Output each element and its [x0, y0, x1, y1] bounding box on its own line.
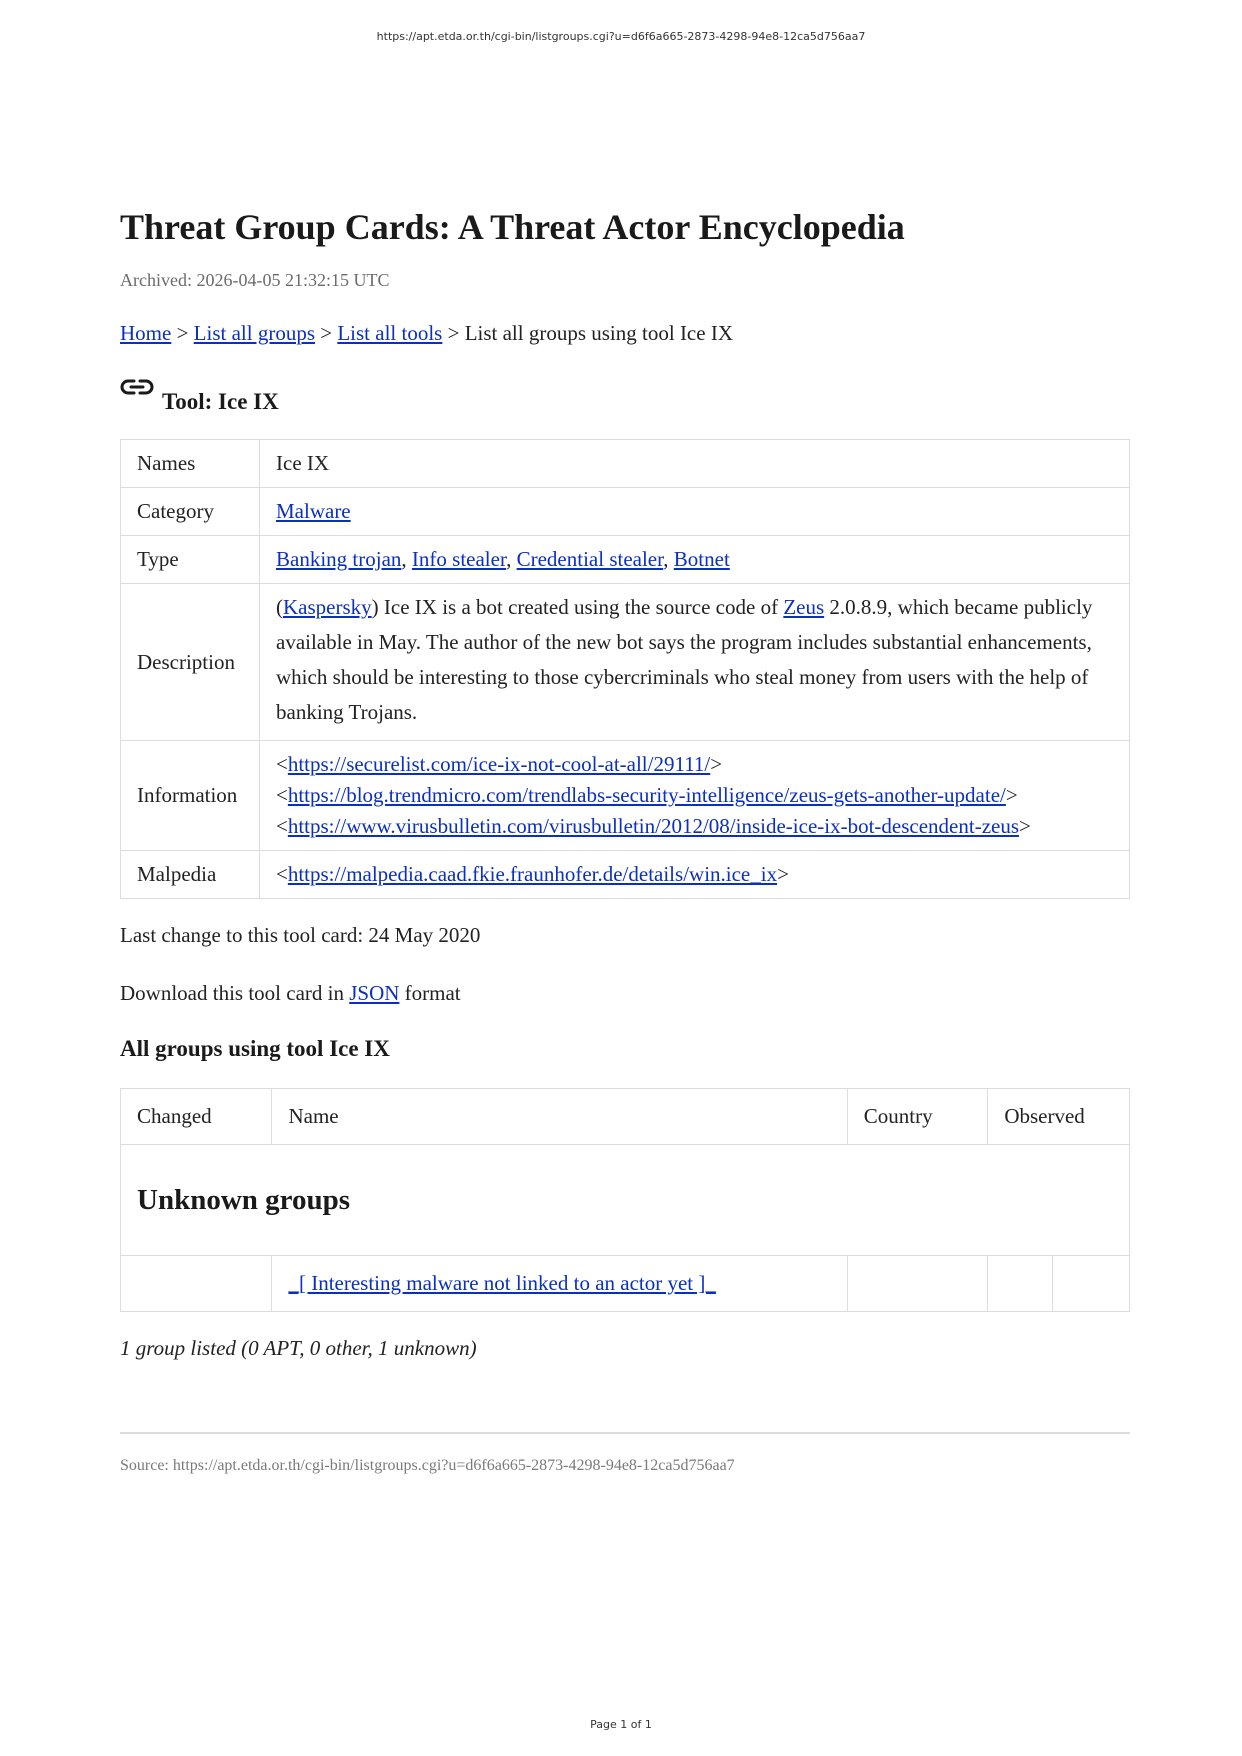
breadcrumb-separator: >	[171, 321, 194, 345]
angle-open: <	[276, 862, 288, 886]
source-url: Source: https://apt.etda.or.th/cgi-bin/listgroups.cgi?u=d6f6a665-2873-4298-94e8-12ca5d756aa7	[120, 1457, 735, 1474]
category-label: Category	[121, 488, 260, 536]
breadcrumb-groups-link[interactable]: List all groups	[193, 321, 315, 345]
type-link-banking-trojan[interactable]: Banking trojan	[276, 547, 402, 571]
type-link-info-stealer[interactable]: Info stealer	[411, 547, 507, 571]
groups-table	[120, 1088, 1130, 1312]
groups-heading: All groups using tool Ice IX	[120, 1036, 390, 1061]
type-link-credential-stealer[interactable]: Credential stealer	[516, 547, 664, 571]
info-link-trendmicro[interactable]: https://blog.trendmicro.com/trendlabs-security-intelligence/zeus-gets-another-update/	[287, 783, 1006, 807]
page-title: Threat Group Cards: A Threat Actor Encyclopedia	[120, 207, 905, 247]
archived-timestamp: Archived: 2026-04-05 21:32:15 UTC	[120, 270, 390, 290]
kaspersky-link[interactable]: Kaspersky	[283, 595, 372, 619]
breadcrumb-separator: >	[442, 321, 465, 345]
column-header-name: Name	[272, 1089, 847, 1145]
breadcrumb-separator: >	[315, 321, 338, 345]
angle-open: <	[276, 814, 288, 838]
country-cell	[847, 1256, 988, 1312]
information-cell	[260, 741, 1130, 851]
breadcrumb-tools-link[interactable]: List all tools	[337, 321, 443, 345]
changed-cell	[121, 1256, 272, 1312]
print-header-url: https://apt.etda.or.th/cgi-bin/listgroups.cgi?u=d6f6a665-2873-4298-94e8-12ca5d756aa7	[376, 30, 866, 43]
name-cell	[272, 1256, 847, 1312]
info-link-virusbulletin[interactable]: https://www.virusbulletin.com/virusbulletin/2012/08/inside-ice-ix-bot-descendent-zeus	[287, 814, 1020, 838]
link-icon	[120, 377, 162, 415]
description-label: Description	[121, 584, 260, 741]
description-text: ) Ice IX is a bot created using the source code of	[371, 595, 784, 619]
breadcrumb-home-link[interactable]: Home	[120, 321, 172, 345]
table-row	[121, 1256, 1130, 1312]
breadcrumb-current: List all groups using tool Ice IX	[464, 321, 733, 345]
type-label: Type	[121, 536, 260, 584]
type-link-botnet[interactable]: Botnet	[673, 547, 730, 571]
observed-cell	[988, 1256, 1052, 1312]
paren: (	[276, 595, 283, 619]
table-row	[121, 536, 1130, 584]
category-link[interactable]: Malware	[276, 499, 351, 523]
type-separator: ,	[401, 547, 412, 571]
json-download-link[interactable]: JSON	[349, 981, 400, 1005]
main-content	[120, 205, 1130, 1477]
type-separator: ,	[506, 547, 517, 571]
malpedia-cell	[260, 851, 1130, 899]
description-cell	[260, 584, 1130, 741]
information-label: Information	[121, 741, 260, 851]
table-row	[121, 440, 1130, 488]
table-row	[121, 584, 1130, 741]
last-change: Last change to this tool card: 24 May 2020	[120, 923, 481, 947]
table-row	[121, 741, 1130, 851]
download-prefix: Download this tool card in	[120, 981, 350, 1005]
tool-heading	[120, 375, 1130, 415]
table-row	[121, 851, 1130, 899]
angle-close: >	[710, 752, 723, 776]
page-number: Page 1 of 1	[590, 1718, 652, 1731]
names-label: Names	[121, 440, 260, 488]
section-unknown-groups: Unknown groups	[121, 1145, 1130, 1256]
divider	[120, 1432, 1130, 1434]
names-value: Ice IX	[260, 440, 1130, 488]
breadcrumb	[120, 319, 1130, 347]
category-cell	[260, 488, 1130, 536]
column-header-observed: Observed	[988, 1089, 1130, 1145]
table-section-row	[121, 1145, 1130, 1256]
column-header-changed: Changed	[121, 1089, 272, 1145]
angle-close: >	[1019, 814, 1031, 838]
angle-close: >	[777, 862, 789, 886]
groups-summary: 1 group listed (0 APT, 0 other, 1 unknown)	[120, 1336, 477, 1360]
malpedia-label: Malpedia	[121, 851, 260, 899]
malpedia-link[interactable]: https://malpedia.caad.fkie.fraunhofer.de/details/win.ice_ix	[287, 862, 778, 886]
table-row	[121, 488, 1130, 536]
info-link-securelist[interactable]: https://securelist.com/ice-ix-not-cool-at-all/29111/	[287, 752, 711, 776]
download-suffix: format	[399, 981, 461, 1005]
column-header-country: Country	[847, 1089, 988, 1145]
download-line	[120, 979, 1130, 1007]
type-cell	[260, 536, 1130, 584]
table-header-row	[121, 1089, 1130, 1145]
description-text: 2.0.8.9, which became publicly available in May. The author of the new bot says the program includes substantial enhancements, which should be interesting to those cybercriminals who steal money from users with the help of banking Trojans.	[276, 595, 1093, 724]
extra-cell	[1052, 1256, 1129, 1312]
tool-heading-text: Tool: Ice IX	[162, 389, 279, 414]
type-separator: ,	[663, 547, 674, 571]
angle-open: <	[276, 752, 288, 776]
tool-info-table	[120, 439, 1130, 899]
angle-close: >	[1005, 783, 1018, 807]
zeus-link[interactable]: Zeus	[783, 595, 825, 619]
angle-open: <	[276, 783, 288, 807]
group-link-interesting-malware[interactable]: _[ Interesting malware not linked to an actor yet ]_	[288, 1271, 716, 1295]
